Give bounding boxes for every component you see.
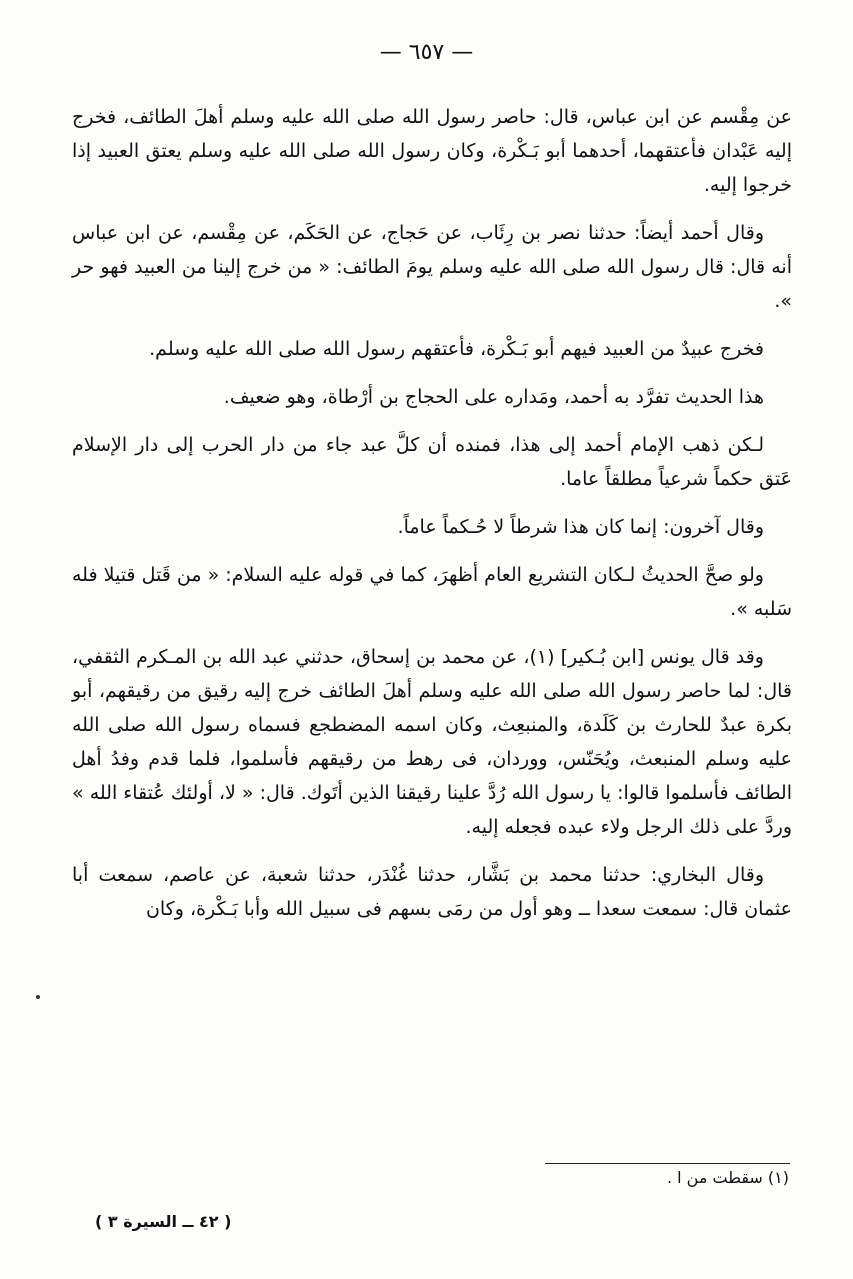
paragraph: فخرج عبيدٌ من العبيد فيهم أبو بَـكْرة، فأعتقهم رسول الله صلى الله عليه وسلم.	[149, 338, 764, 360]
footnote-divider	[545, 1163, 790, 1164]
paragraph: وقد قال يونس [ابن بُـكير] (١)، عن محمد بن إسحاق، حدثني عبد الله بن المـكرم الثقفي، قال: لما حاصر رسول الله صلى الله عليه وسلم أهلَ الطائف خرج إليه رقيق من رقيقهم، أبو بكرة عبدٌ للحارث بن كَلَدة، والمنبعِث، وكان اسمه المضطجع فسماه رسول الله صلى الله عليه وسلم المنبعث، ويُحَنّس، ووردان، فى رهط من رقيقهم فأسلموا، فلما قدم وفدُ أهل الطائف فأسلموا قالوا: يا رسول الله رُدَّ علينا رقيقنا الذين أتَوك. قال: « لا، أولئك عُتقاء الله » وردَّ على ذلك الرجل ولاء عبده فجعله إليه.	[72, 646, 792, 838]
paragraph: لـكن ذهب الإمام أحمد إلى هذا، فمنده أن كلَّ عبد جاء من دار الحرب إلى دار الإسلام عَتق حكماً شرعياً مطلقاً عاما.	[72, 434, 792, 490]
footnote: (١) سقطت من ا .	[666, 1168, 789, 1187]
paragraph: وقال البخاري: حدثنا محمد بن بَشَّار، حدثنا غُنْدَر، حدثنا شعبة، عن عاصم، سمعت أبا عثمان قال: سمعت سعدا ــ وهو أول من رمَى بسهم فى سبيل الله وأبا بَـكْرة، وكان	[72, 864, 792, 920]
page-number: — ٦٥٧ —	[379, 40, 474, 65]
signature-mark: ( ٤٢ ــ السيرة ٣ )	[95, 1212, 232, 1231]
paragraph: وقال أحمد أيضاً: حدثنا نصر بن رِئَاب، عن حَجاج، عن الحَكَم، عن مِقْسم، عن ابن عباس أنه قال: قال رسول الله صلى الله عليه وسلم يومَ الطائف: « من خرج إلينا من العبيد فهو حر ».	[72, 222, 792, 312]
paragraph: وقال آخرون: إنما كان هذا شرطاً لا حُـكماً عاماً.	[397, 516, 764, 538]
paragraph: هذا الحديث تفرَّد به أحمد، ومَداره على الحجاج بن أرْطاة، وهو ضعيف.	[223, 386, 764, 408]
main-text	[72, 100, 792, 940]
paragraph: ولو صحَّ الحديثُ لـكان التشريع العام أظهرَ، كما في قوله عليه السلام: « من قَتل قتيلا فله سَلبه ».	[72, 564, 792, 620]
margin-mark	[36, 995, 40, 999]
paragraph: عن مِقْسم عن ابن عباس، قال: حاصر رسول الله صلى الله عليه وسلم أهلَ الطائف، فخرج إليه عَبْدان فأعتقهما، أحدهما أبو بَـكْرة، وكان رسول الله صلى الله عليه وسلم يعتق العبيد إذا خرجوا إليه.	[72, 106, 792, 196]
